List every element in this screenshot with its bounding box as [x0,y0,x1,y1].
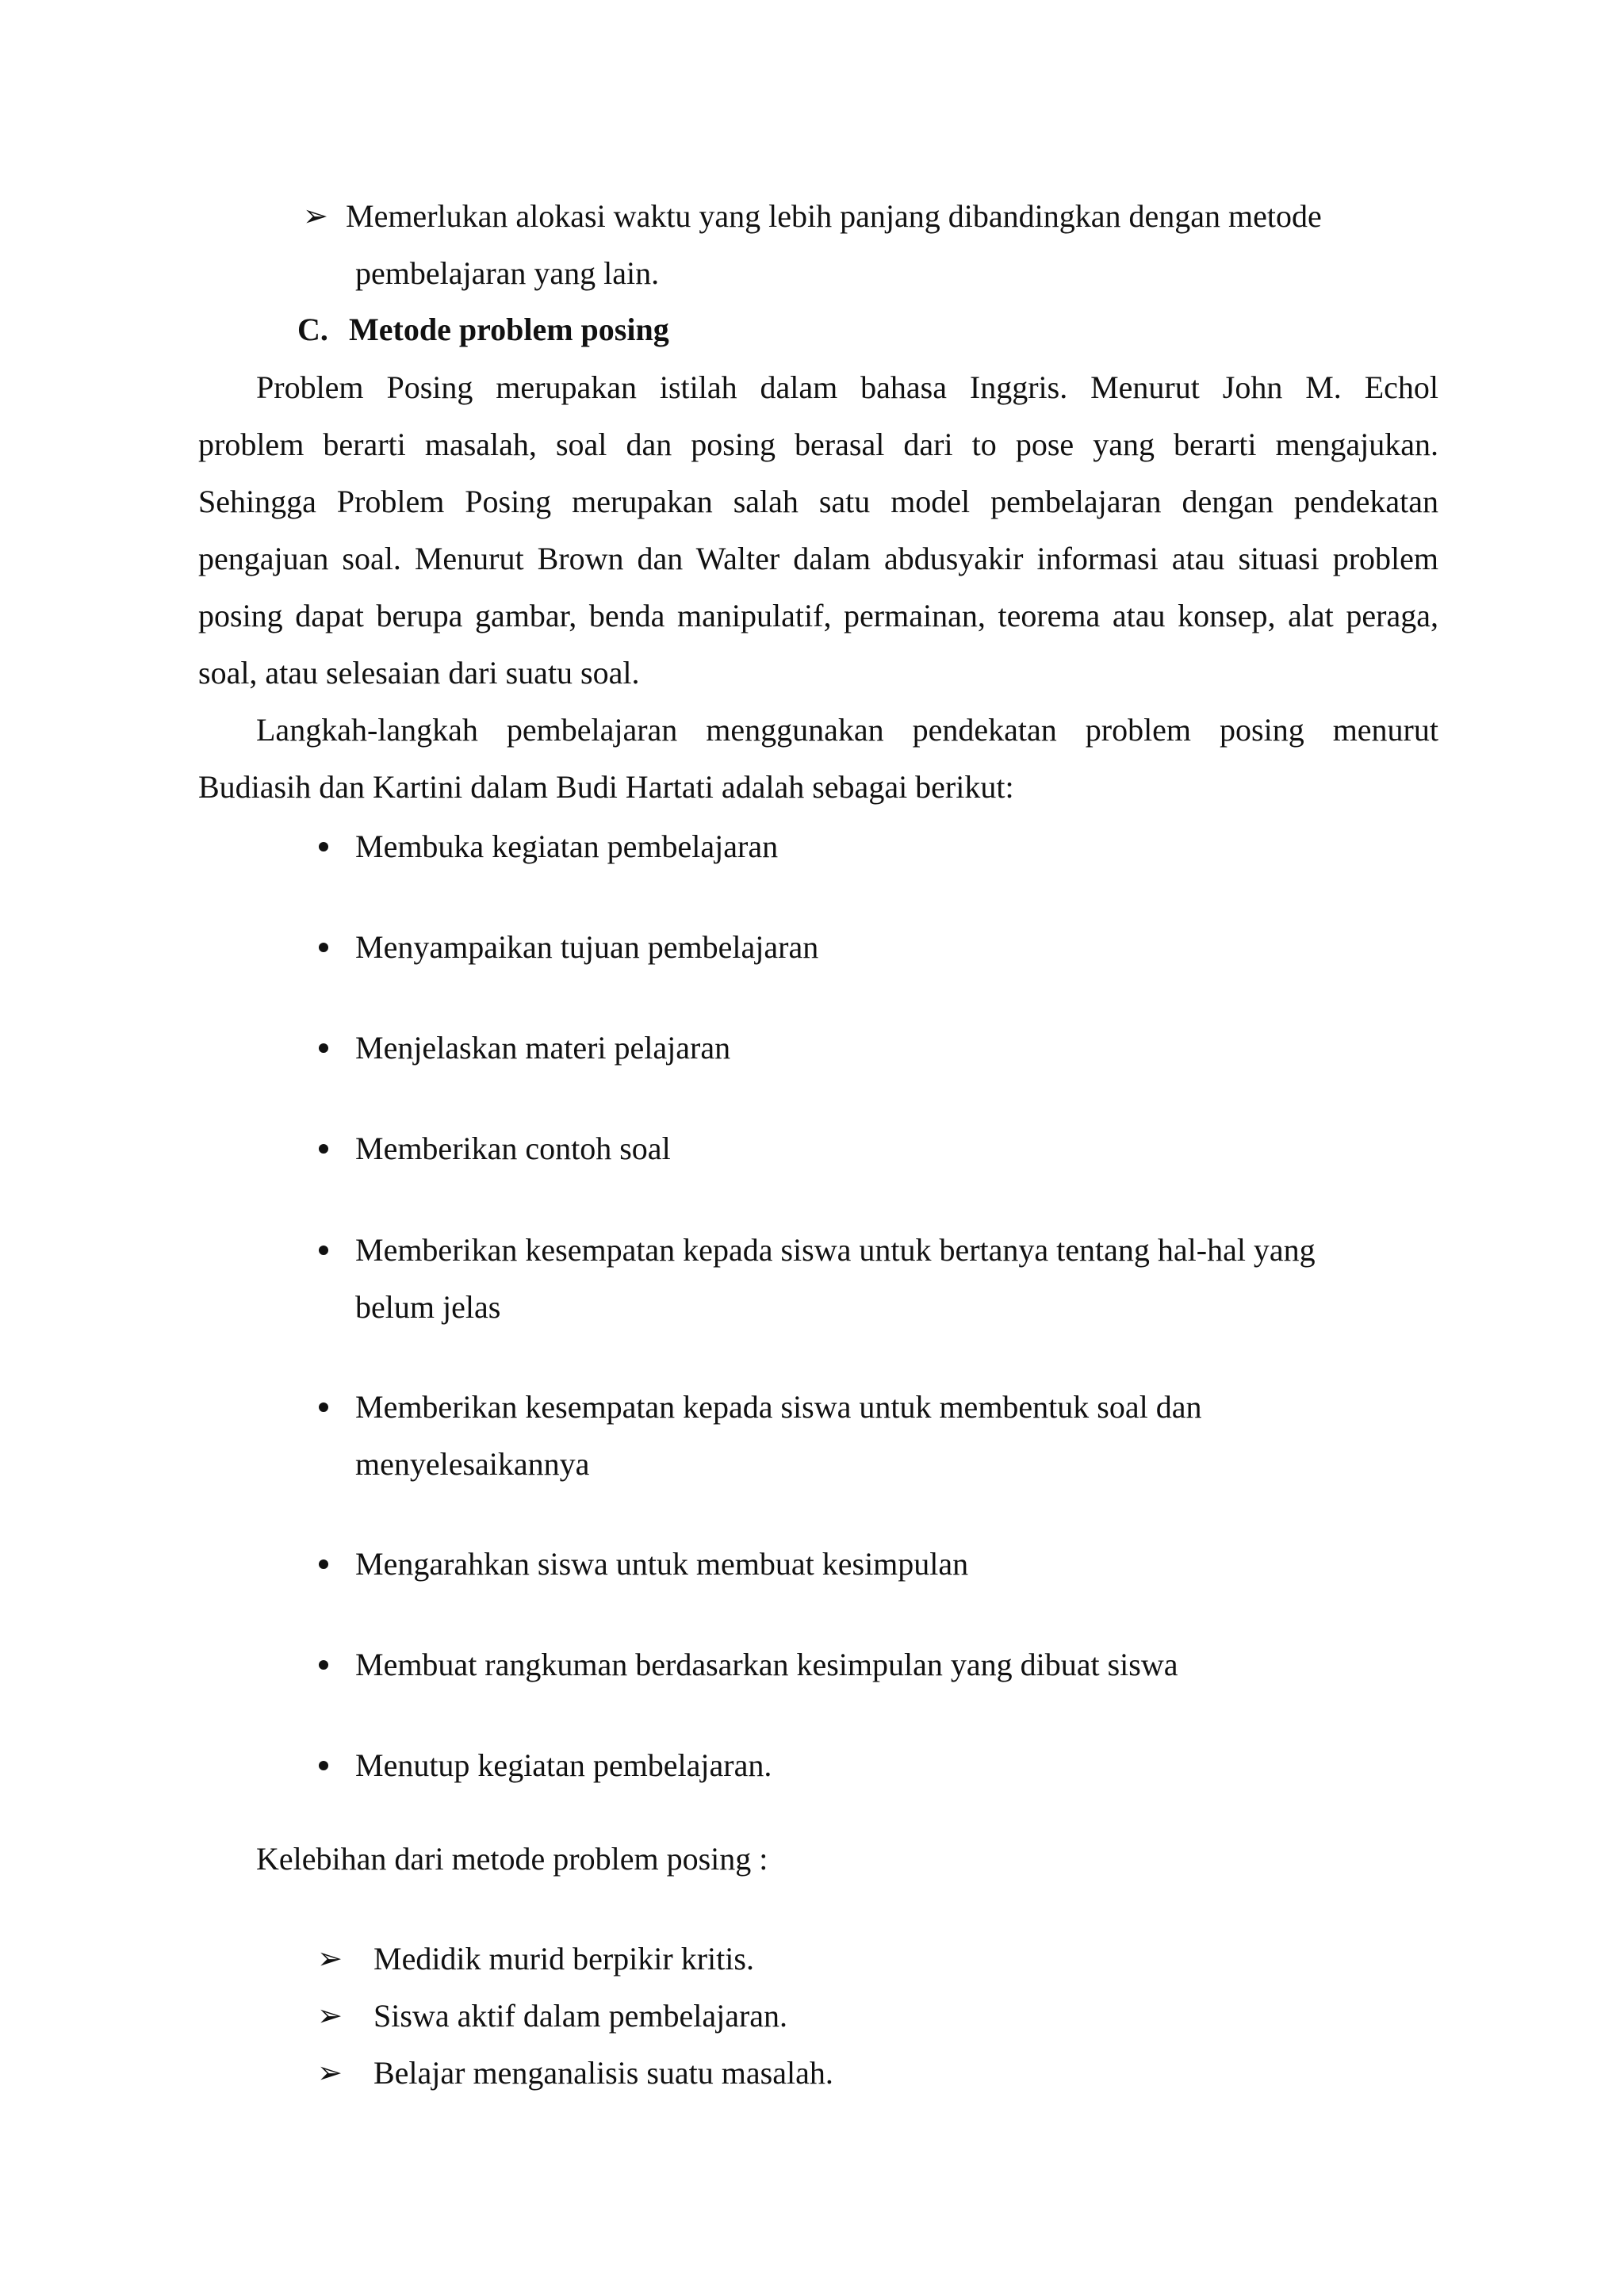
paragraph-line: Sehingga Problem Posing merupakan salah satu model pembelajaran dengan pendekatan [198,484,1438,519]
bullet-dot-icon [319,1559,328,1569]
step-item-continued: menyelesaikannya [355,1446,590,1482]
paragraph-line: Problem Posing merupakan istilah dalam bahasa Inggris. Menurut John M. Echol [256,369,1438,405]
paragraph-line: pengajuan soal. Menurut Brown dan Walter dalam abdusyakir informasi atau situasi problem [198,541,1438,576]
bullet-dot-icon [319,1761,328,1770]
arrow-bullet-icon: ➢ [317,1999,343,2033]
paragraph-line-last: soal, atau selesaian dari suatu soal. [198,655,640,691]
bullet-dot-icon [319,1144,328,1154]
step-item: Menjelaskan materi pelajaran [355,1030,731,1066]
bullet-dot-icon [319,1660,328,1670]
bullet-dot-icon [319,1402,328,1412]
paragraph-line: Langkah-langkah pembelajaran menggunakan pendekatan problem posing menurut [256,712,1438,748]
advantages-intro: Kelebihan dari metode problem posing : [256,1841,768,1877]
bullet-dot-icon [319,1246,328,1255]
step-item-continued: belum jelas [355,1289,501,1325]
step-item: Memberikan kesempatan kepada siswa untuk membentuk soal dan [355,1389,1202,1425]
section-number: C. [297,312,328,347]
arrow-bullet-icon: ➢ [303,200,328,233]
step-item: Membuka kegiatan pembelajaran [355,828,779,864]
bullet-dot-icon [319,943,328,952]
paragraph-line-last: Budiasih dan Kartini dalam Budi Hartati adalah sebagai berikut: [198,769,1014,805]
step-item: Mengarahkan siswa untuk membuat kesimpulan [355,1546,969,1582]
advantage-item: Medidik murid berpikir kritis. [373,1941,754,1976]
step-item: Membuat rangkuman berdasarkan kesimpulan yang dibuat siswa [355,1647,1178,1682]
bullet-dot-icon [319,1043,328,1053]
list-item-text: Memerlukan alokasi waktu yang lebih panjang dibandingkan dengan metode [346,198,1322,234]
arrow-bullet-icon: ➢ [317,1942,343,1976]
step-item: Memberikan contoh soal [355,1131,671,1166]
section-title: Metode problem posing [349,312,669,347]
paragraph-line: problem berarti masalah, soal dan posing berasal dari to pose yang berarti mengajukan. [198,427,1438,462]
advantage-item: Siswa aktif dalam pembelajaran. [373,1998,788,2034]
advantage-item: Belajar menganalisis suatu masalah. [373,2055,833,2091]
arrow-bullet-icon: ➢ [317,2057,343,2090]
step-item: Memberikan kesempatan kepada siswa untuk bertanya tentang hal-hal yang [355,1232,1316,1268]
list-item-text-continued: pembelajaran yang lain. [355,255,660,291]
step-item: Menyampaikan tujuan pembelajaran [355,929,819,965]
bullet-dot-icon [319,842,328,851]
paragraph-line: posing dapat berupa gambar, benda manipulatif, permainan, teorema atau konsep, alat peraga, [198,598,1438,633]
step-item: Menutup kegiatan pembelajaran. [355,1747,772,1783]
